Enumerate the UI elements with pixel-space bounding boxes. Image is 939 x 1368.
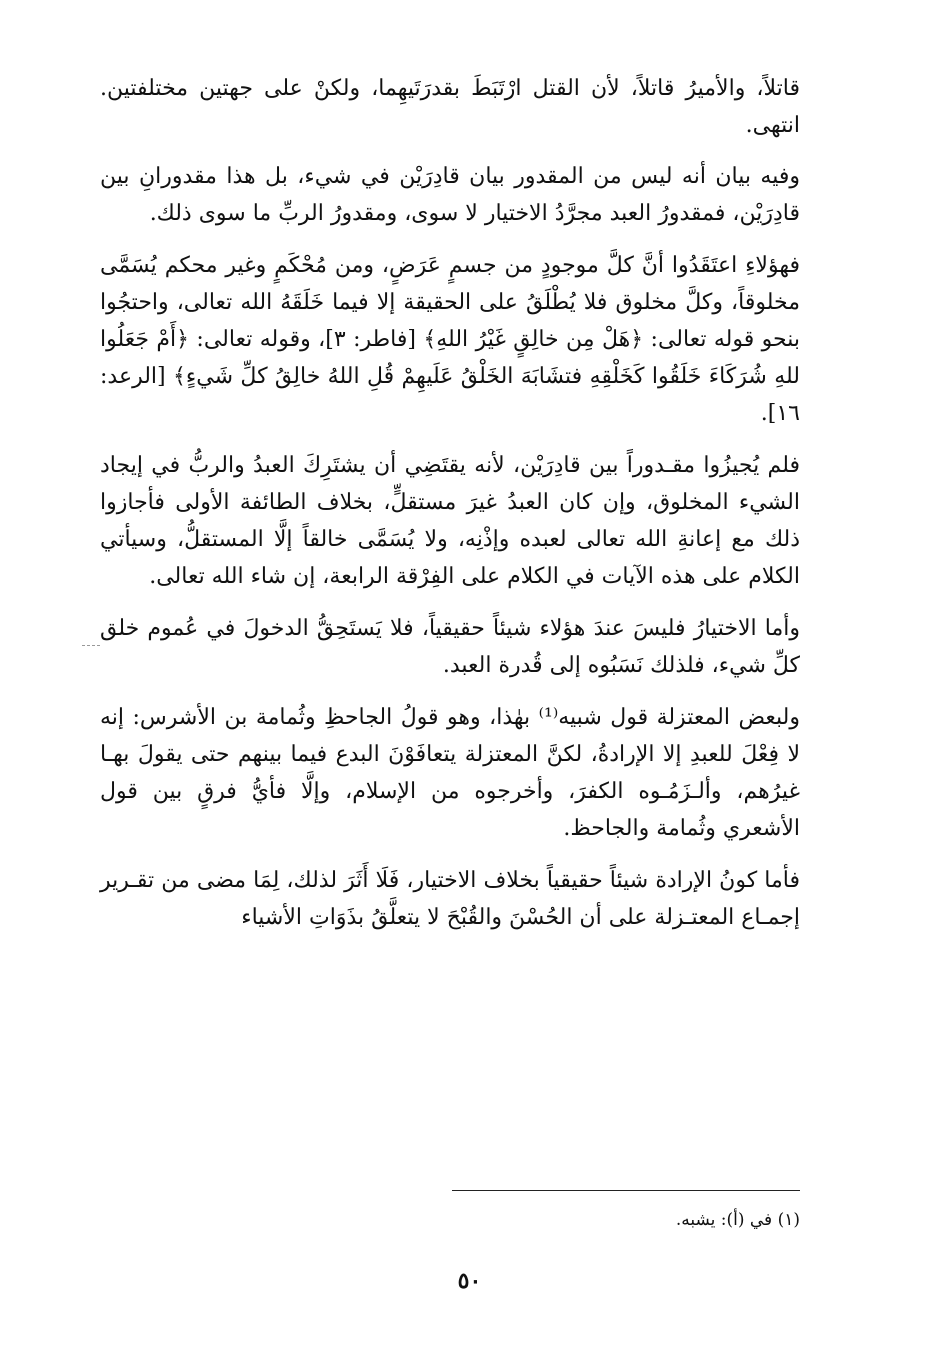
paragraph-5: وأما الاختيارُ فليسَ عندَ هؤلاء شيئاً حقيقياً، فلا يَستَحِقُّ الدخولَ في عُموم خلق كلِّ شيء، فلذلك نَسَبُوه إلى قُدرة العبد. — [100, 616, 800, 678]
paragraph-6: ولبعض المعتزلة قول شبيه⁽¹⁾ بهٰذا، وهو قولُ الجاحظِ وثُمامة بن الأشرس: إنه لا فِعْلَ للعبدِ إلا الإرادةُ، لكنَّ المعتزلة يتعافَوْنَ البدع فيما بينهم حتى يقولَ بهـا غيرُهم، وألـزَمُـوه الكفرَ، وأخرجوه من الإسلام، وإلَّا فأيُّ فرقٍ بين قول الأشعري وثُمامة والجاحظ. — [100, 705, 800, 841]
paragraph-7: فأما كونُ الإرادة شيئاً حقيقياً بخلاف الاختيار، فَلَا أَثَرَ لذلك، لِمَا مضى من تقـرير إجمـاع المعتـزلة على أن الحُسْنَ والقُبْحَ لا يتعلَّقُ بذَوَاتِ الأشياء — [100, 868, 800, 930]
page-body — [100, 70, 800, 951]
paragraph-2: وفيه بيان أنه ليس من المقدور بيان قادِرَيْن في شيء، بل هذا مقدورانِ بين قادِرَيْن، فمقدورُ العبد مجرَّدُ الاختيار لا سوى، ومقدورُ الربِّ ما سوى ذلك. — [100, 164, 801, 226]
paragraph-4: فلم يُجيزُوا مقـدوراً بين قادِرَيْن، لأنه يقتَضِي أن يشتَرِكَ العبدُ والربُّ في إيجاد الشيء المخلوق، وإن كان العبدُ غيرَ مستقلٍّ، بخلاف الطائفة الأولى فأجازوا ذلك مع إعانةِ الله تعالى لعبده وإذْنِه، ولا يُسَمَّى خالقاً إلَّا المستقلُّ، وسيأتي الكلام على هذه الآيات في الكلام على الفِرْقة الرابعة، إن شاء الله تعالى. — [100, 453, 800, 589]
page-number: ٥٠ — [457, 1268, 482, 1294]
footnote-divider — [452, 1190, 800, 1191]
footnote: (١) في (أ): يشبه. — [675, 1210, 800, 1230]
paragraph-1: قاتلاً، والأميرُ قاتلاً، لأن القتل ارْتَبَطَ بقدرَتَيهِما، ولكنْ على جهتين مختلفتين. انتهى. — [100, 76, 800, 138]
margin-mark — [82, 645, 100, 646]
paragraph-3: فهؤلاءِ اعتَقَدُوا أنَّ كلَّ موجودٍ من جسمٍ عَرَضٍ، ومن مُحْكَمٍ وغير محكم يُسَمَّى مخلوقاً، وكلَّ مخلوق فلا يُطْلَقُ على الحقيقة إلا فيما خَلَقَهُ الله تعالى، واحتجُوا بنحو قوله تعالى: ﴿هَلْ مِن خالِقٍ غَيْرُ اللهِ﴾ [فاطر: ٣]، وقوله تعالى: ﴿أَمْ جَعَلُوا للهِ شُرَكَاءَ خَلَقُوا كَخَلْقِهِ فتشَابَهَ الخَلْقُ عَلَيهِمْ قُلِ اللهُ خالِقُ كلِّ شَيءٍ﴾ [الرعد: ١٦]. — [100, 253, 800, 426]
